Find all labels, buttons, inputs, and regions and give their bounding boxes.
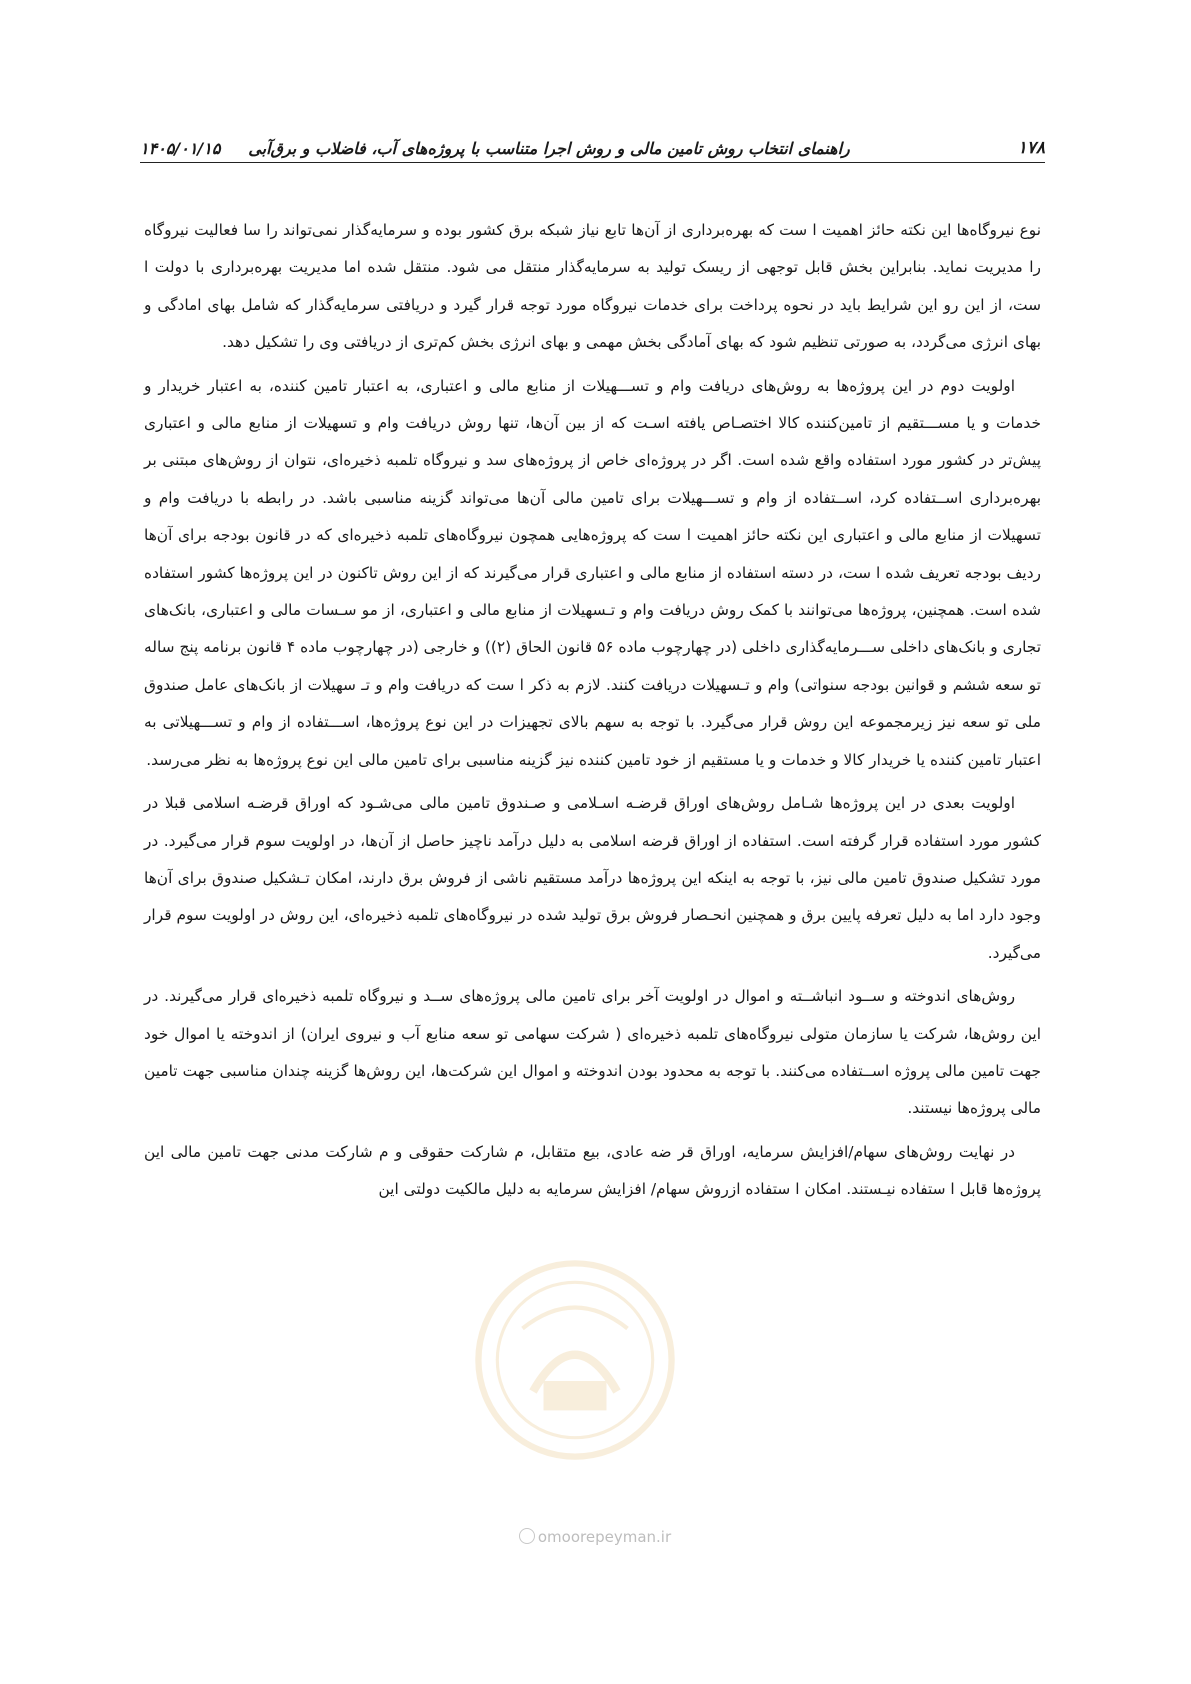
paragraph-2: اولویت دوم در این پروژه‌ها به روش‌های دریافت وام و تســـهیلات از منابع مالی و اعتباری، به اعتبار تامین کننده، به اعتبار خریدار و خدمات و یا مســـتقیم از تامین‌کننده کالا اختصـاص یافته اسـت که از بین آن‌ها، تنها روش دریافت وام و تسهیلات از منابع مالی و اعتباری پیش‌تر در کشور مورد استفاده واقع شده است. اگر در پروژه‌ای خاص از پروژه‌های سد و نیروگاه تلمبه ذخیره‌ای، نتوان از روش‌های مبتنی بر بهره‌برداری اســتفاده کرد، اســتفاده از وام و تســـهیلات برای تامین مالی آن‌ها می‌تواند گزینه مناسبی باشد. در رابطه با دریافت وام و تسهیلات از منابع مالی و اعتباری این نکته حائز اهمیت ا ست که پروژه‌هایی همچون نیروگاه‌های تلمبه ذخیره‌ای که در قانون بودجه برای آن‌ها ردیف بودجه تعریف شده ا ست، در دسته استفاده از منابع مالی و اعتباری قرار می‌گیرند که از این روش تاکنون در این پروژه‌ها کشور استفاده شده است. همچنین، پروژه‌ها می‌توانند با کمک روش دریافت وام و تـسهیلات از منابع مالی و اعتباری، از مو سـسات مالی و اعتباری، بانک‌های تجاری و بانک‌های داخلی ســـرمایه‌گذاری داخلی (در چهارچوب ماده ۵۶ قانون الحاق (۲)) و خارجی (در چهارچوب ماده ۴ قانون برنامه پنج ساله تو سعه ششم و قوانین بودجه سنواتی) وام و تـسهیلات دریافت کنند. لازم به ذکر ا ست که دریافت وام و تـ سهیلات از بانک‌های عامل صندوق ملی تو سعه نیز زیرمجموعه این روش قرار می‌گیرد. با توجه به سهم بالای تجهیزات در این نوع پروژه‌ها، اســـتفاده از وام و تســـهیلاتی به اعتبار تامین کننده یا خریدار کالا و خدمات و یا مستقیم از خود تامین کننده نیز گزینه مناسبی برای تامین مالی این نوع پروژه‌ها به نظر می‌رسد. <box>144 376 1041 769</box>
paragraph-5: در نهایت روش‌های سهام/افزایش سرمایه، اوراق قر ضه عادی، بیع متقابل، م شارکت حقوقی و م شارکت مدنی جهت تامین مالی این پروژه‌ها قابل ا ستفاده نیـستند. امکان ا ستفاده ازروش سهام/ افزایش سرمایه به دلیل مالکیت دولتی این <box>144 1142 1041 1199</box>
paragraph-4: روش‌های اندوخته و ســود انباشــته و اموال در اولویت آخر برای تامین مالی پروژه‌های ســد و نیروگاه تلمبه ذخیره‌ای قرار می‌گیرند. در این روش‌ها، شرکت یا سازمان متولی نیروگاه‌های تلمبه ذخیره‌ای ( شرکت سهامی تو سعه منابع آب و نیروی ایران) از اندوخته یا اموال خود جهت تامین مالی پروژه اســتفاده می‌کنند. با توجه به محدود بودن اندوخته و اموال این شرکت‌ها، این روش‌ها گزینه چندان مناسبی جهت تامین مالی پروژه‌ها نیستند. <box>144 987 1041 1118</box>
page-header <box>140 128 1045 158</box>
watermark-url: omoorepeyman.ir <box>500 1528 690 1546</box>
body-text <box>144 212 1041 1215</box>
running-header <box>140 139 850 158</box>
paragraph-1: نوع نیروگاه‌ها این نکته حائز اهمیت ا ست که بهره‌برداری از آن‌ها تابع نیاز شبکه برق کشور بوده و سرمایه‌گذار نمی‌تواند را سا فعالیت نیروگاه را مدیریت نماید. بنابراین بخش قابل توجهی از ریسک تولید به سرمایه‌گذار منتقل می شود. منتقل شده اما مدیریت بهره‌برداری با دولت ا ست، از این رو این شرایط باید در نحوه پرداخت برای خدمات نیروگاه مورد توجه قرار گیرد و دریافتی سرمایه‌گذار که شامل بهای امادگی و بهای انرژی می‌گردد، به صورتی تنظیم شود که بهای آمادگی بخش مهمی و بهای انرژی بخش کم‌تری از دریافتی وی را تشکیل دهد. <box>144 221 1041 352</box>
header-divider <box>140 162 1045 163</box>
header-date: ۱۴۰۵/۰۱/۱۵ <box>140 139 221 158</box>
page-number: ۱۷۸ <box>1017 138 1045 158</box>
publisher-seal-icon <box>470 1255 680 1465</box>
header-title: راهنمای انتخاب روش تامین مالی و روش اجرا متناسب با پروژه‌های آب، فاضلاب و برق‌آبی <box>248 139 850 158</box>
paragraph-3: اولویت بعدی در این پروژه‌ها شـامل روش‌های اوراق قرضـه اسـلامی و صـندوق تامین مالی می‌شـود که اوراق قرضـه اسلامی قبلا در کشور مورد استفاده قرار گرفته است. استفاده از اوراق قرضه اسلامی به دلیل درآمد ناچیز حاصل از آن‌ها، در اولویت سوم قرار می‌گیرد. در مورد تشکیل صندوق تامین مالی نیز، با توجه به اینکه این پروژه‌ها درآمد مستقیم ناشی از فروش برق دارند، امکان تـشکیل صندوق برای آن‌ها وجود دارد اما به دلیل تعرفه پایین برق و همچنین انحـصار فروش برق تولید شده در نیروگاه‌های تلمبه ذخیره‌ای، این روش در اولویت سوم قرار می‌گیرد. <box>144 794 1041 962</box>
at-sign-icon <box>519 1528 535 1544</box>
